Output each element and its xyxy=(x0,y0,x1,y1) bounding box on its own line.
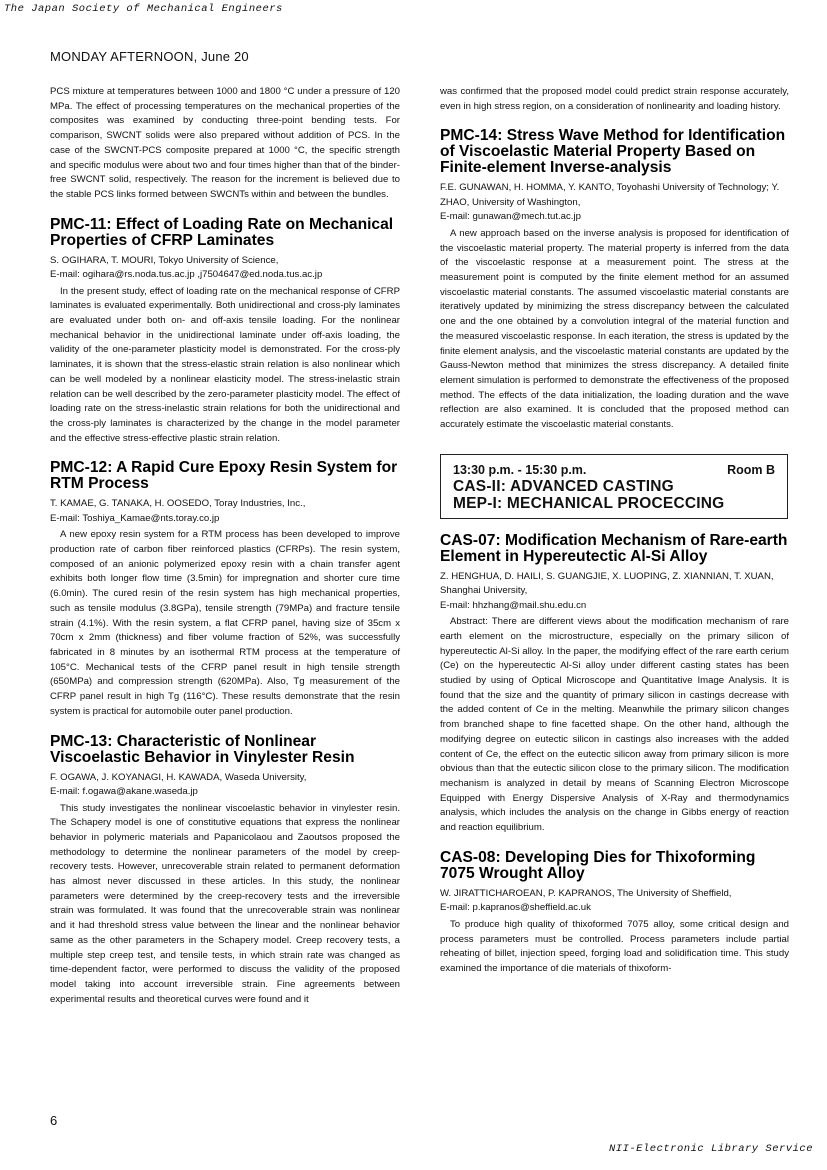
entry-email: E-mail: ogihara@rs.noda.tus.ac.jp ,j7504647@ed.noda.tus.ac.jp xyxy=(50,269,323,281)
entry-email: E-mail: Toshiya_Kamae@nts.toray.co.jp xyxy=(50,512,220,524)
entry-title: CAS-08: Developing Dies for Thixoforming 7075 Wrought Alloy xyxy=(440,848,756,882)
session-title-line-2: MEP-I: MECHANICAL PROCECCING xyxy=(453,494,725,512)
entry-authors: T. KAMAE, G. TANAKA, H. OOSEDO, Toray Industries, Inc., xyxy=(50,498,306,510)
entry-abstract: In the present study, effect of loading rate on the mechanical response of CFRP laminates is evaluated experimentally. Both unidirectional and cross-ply laminates are evaluated under both on- and off-axis tensile loading. For the nonlinear mechanical behavior in the unidirectional laminate under off-axis loading, the validity of the one-parameter plasticity model is demonstrated. For the cross-ply laminates, it is shown that the stress-elastic strain relation is also nonlinear which can be well modeled by a nonlinear elasticity model. The stress-inelastic strain relation can be well described by the zero-parameter plasticity model. The effect of loading rate on the stress-inelastic strain relations for both the unidirectional and the cross-ply laminates is characterized by the change in the model parameter and the effective stress-effective plastic strain relation. xyxy=(50,285,400,444)
entry-authors: F.E. GUNAWAN, H. HOMMA, Y. KANTO, Toyohashi University of Technology; Y. ZHAO, University of Washington, xyxy=(440,182,780,208)
session-header: MONDAY AFTERNOON, June 20 xyxy=(50,49,249,64)
right-column xyxy=(440,85,789,977)
entry-abstract: A new approach based on the inverse analysis is proposed for identification of the viscoelastic material property. The material property is inferred from the data of the viscoelastic response at a measurement point. The stress at the measurement point is computed by the finite element method for an assumed viscoelastic material constants. The assumed viscoelastic material constants are iteratively updated by minimizing the stress discrepancy between the calculated one and the one obtained by a convolution integral of the material function and the measured viscoelastic response. In each iteration, the stress is updated by the finite element analysis, and the viscoelastic material constants are updated by the Gauss-Newton method that minimizes the stress discrepancy. A detailed finite element simulation is performed to demonstrate the effectiveness of the proposed method. The effects of the data initialization, the loading duration and the wave reflection are also examined. It is concluded that the proposed method can accurately estimate the viscoelastic material constants. xyxy=(440,227,789,431)
entry-authors: W. JIRATTICHAROEAN, P. KAPRANOS, The University of Sheffield, xyxy=(440,887,732,899)
entry-email: E-mail: f.ogawa@akane.waseda.jp xyxy=(50,786,198,797)
entry-abstract: This study investigates the nonlinear viscoelastic behavior in vinylester resin. The Schapery model is one of constitutive equations that express the nonlinear behavior in polymeric materials and Papanicolaou and Zaoutsos proposed the methodology to determine the nonlinear parameters of the model by creep-recovery tests. However, unrecoverable strain related to permanent deformation has almost never discussed in these articles. In this study, the nonlinear parameters were determined by the creep-recovery tests and the irreversible strain was formulated. It was found that the unrecoverable strain was nonlinear and it had threshold stress value between the linear and the nonlinear behavior same as the other parameters in the Schapery model. Creep recovery tests, a multiple step creep test, and tensile tests, in which strain rate was changed as time-dependent factor, were performed to discuss the validity of the proposed model taking into account irreversible strain. Fine agreements between experimental results and theoretical curves were found and it xyxy=(50,802,400,1005)
entry-abstract: Abstract: There are different views about the modification mechanism of rare earth element on the microstructure, especially on the primary silicon of hypereutectic Al-Si alloy. In the paper, the modifying effect of the rare earth cerium (Ce) on the hypereutectic Al-Si alloy under different casting states has been studied by using of Optical Microscope and Quantitative Image Analysis. It is found that the size and the quantity of primary silicon in castings decrease with the added content of Ce in the melting. Meanwhile the primary silicon changes from branched shape to fine facetted shape. On the other hand, although the modifying degree on eutectic silicon in castings also increases with the added content of Ce, the effect on the eutectic silicon away from primary silicon is more obvious than that the eutectic silicon close to the primary silicon. The modification mechanism is analyzed in detail by means of Scanning Electron Microscope Equipped with Energy Dispersive Analysis of X-Ray and thermodynamics analysis, which includes the analysis on the change in Gibbs energy of reaction and reaction equilibrium. xyxy=(440,616,789,834)
entry-authors: F. OGAWA, J. KOYANAGI, H. KAWADA, Waseda University, xyxy=(50,771,307,783)
source-banner: NII-Electronic Library Service xyxy=(608,1143,813,1155)
abstract-pmc-13 xyxy=(50,734,400,1008)
entry-title: CAS-07: Modification Mechanism of Rare-earth Element in Hypereutectic Al-Si Alloy xyxy=(440,531,788,565)
entry-authors: Z. HENGHUA, D. HAILI, S. GUANGJIE, X. LUOPING, Z. XIANNIAN, T. XUAN, Shanghai University, xyxy=(440,570,774,597)
entry-abstract: To produce high quality of thixoformed 7075 alloy, some critical design and process parameters must be controlled. Process parameters include partial reheating of billet, injection speed, forging load and solidification time. This study examined the importance of die materials of thixoform- xyxy=(440,918,789,974)
entry-title: PMC-12: A Rapid Cure Epoxy Resin System for RTM Process xyxy=(50,459,398,493)
left-column xyxy=(50,85,400,1007)
society-banner: The Japan Society of Mechanical Engineers xyxy=(4,3,283,15)
entry-abstract: A new epoxy resin system for a RTM process has been developed to improve production rate of carbon fiber reinforced plastics (CFRPs). The resin system, composed of an anionic polymerized epoxy resin with a chain transfer agent exhibits both longer flow time (3.5min) for impregnation and shorter cure time (6.0min). The cured resin of the resin system has high mechanical properties, such as tensile modulus (3.8GPa), tensile strength (79MPa) and fracture tensile strain (4.1%). With the resin system, a flat CFRP panel, having size of 35cm x 70cm x 2mm (thickness) and fiber volume fraction of 52%, was successfully fabricated in 8 minutes by an isothermal RTM process at the temperature of 105°C. Mechanical tests of the CFRP panel result in high tensile strength (650MPa) and compression strength (620MPa). Also, Tg measurement of the CFRP panel result in high Tg (116°C). These results demonstrate that the resin system is practical for automobile outer panel production. xyxy=(50,529,400,717)
abstract-pmc-11 xyxy=(50,217,400,447)
session-room: Room B xyxy=(727,462,775,477)
abstract-cas-07 xyxy=(440,533,789,836)
session-title-line-1: CAS-II: ADVANCED CASTING xyxy=(453,477,674,495)
entry-email: E-mail: gunawan@mech.tut.ac.jp xyxy=(440,211,581,223)
entry-title: PMC-13: Characteristic of Nonlinear Viscoelastic Behavior in Vinylester Resin xyxy=(50,732,355,766)
entry-email: E-mail: hhzhang@mail.shu.edu.cn xyxy=(440,599,587,611)
session-box xyxy=(440,454,788,519)
entry-email: E-mail: p.kapranos@sheffield.ac.uk xyxy=(440,902,591,914)
entry-authors: S. OGIHARA, T. MOURI, Tokyo University of Science, xyxy=(50,254,279,266)
entry-title: PMC-11: Effect of Loading Rate on Mechanical Properties of CFRP Laminates xyxy=(50,215,394,249)
page-number: 6 xyxy=(50,1113,58,1128)
abstract-pmc-14 xyxy=(440,128,789,432)
abstract-cas-08 xyxy=(440,850,789,977)
entry-title: PMC-14: Stress Wave Method for Identification of Viscoelastic Material Property Based on Finite-element Inverse-analysis xyxy=(440,127,786,177)
continuation-text: PCS mixture at temperatures between 1000 and 1800 °C under a pressure of 120 MPa. The effect of processing temperatures on the mechanical properties of the composites was examined by conducting three-point bending tests. For comparison, SWCNT solids were also prepared without addition of PCS. In the case of the SWCNT-PCS composite prepared at 1000 °C, the specific strength and specific modulus were about two and four times higher than that of the binder-free SWCNT solid, respectively. The reason for the increment is believed due to the stable PCS links formed between SWCNTs within and between the bundles. xyxy=(50,86,400,200)
continuation-text: was confirmed that the proposed model could predict strain response accurately, even in high stress region, on a consideration of nonlinearity and loading history. xyxy=(440,86,789,112)
abstract-pmc-12 xyxy=(50,460,400,719)
session-time: 13:30 p.m. - 15:30 p.m. xyxy=(453,462,587,477)
